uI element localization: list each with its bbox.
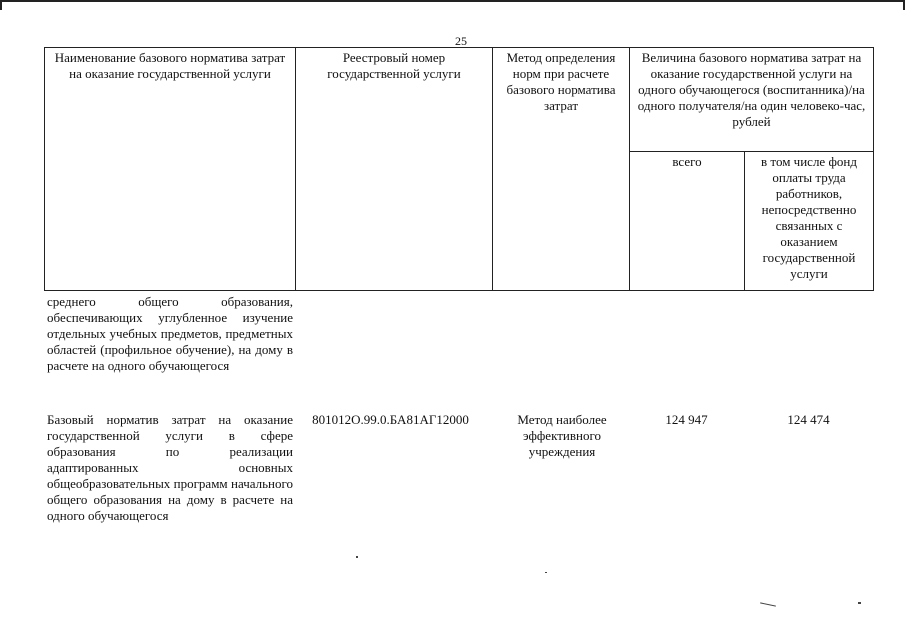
scan-speck bbox=[545, 572, 547, 573]
page-number: 25 bbox=[455, 34, 467, 48]
row-registry: 801012О.99.0.БА81АГ12000 bbox=[312, 412, 469, 427]
page-left-mark bbox=[0, 0, 2, 10]
row-name: среднего общего образования, обеспечивающих углубленное изучение отдельных учебных предметов, предметных областей (профильное обучение), на дому в расчете на одного обучающегося bbox=[47, 294, 293, 373]
header-name: Наименование базового норматива затрат на оказание государственной услуги bbox=[45, 48, 296, 291]
scan-speck bbox=[356, 556, 358, 558]
page-top-border bbox=[0, 0, 905, 2]
header-value: Величина базового норматива затрат на оказание государственной услуги на одного обучающегося (воспитанника)/на одного получателя/на один человеко-час, рублей bbox=[630, 48, 874, 152]
table-header bbox=[44, 47, 874, 291]
header-method: Метод определения норм при расчете базового норматива затрат bbox=[493, 48, 630, 291]
row-method: Метод наиболее эффективного учреждения bbox=[517, 412, 607, 459]
row-wage: 124 474 bbox=[787, 412, 830, 427]
header-registry: Реестровый номер государственной услуги bbox=[296, 48, 493, 291]
row-total: 124 947 bbox=[665, 412, 708, 427]
scan-speck bbox=[760, 602, 776, 606]
row-name: Базовый норматив затрат на оказание государственной услуги в сфере образования по реализации адаптированных основных общеобразовательных программ начального общего образования на дому в расчете на одного обучающегося bbox=[47, 412, 293, 523]
scan-speck bbox=[858, 602, 861, 604]
header-total: всего bbox=[630, 152, 745, 291]
header-wage: в том числе фонд оплаты труда работников, непосредственно связанных с оказанием государственной услуги bbox=[745, 152, 874, 291]
